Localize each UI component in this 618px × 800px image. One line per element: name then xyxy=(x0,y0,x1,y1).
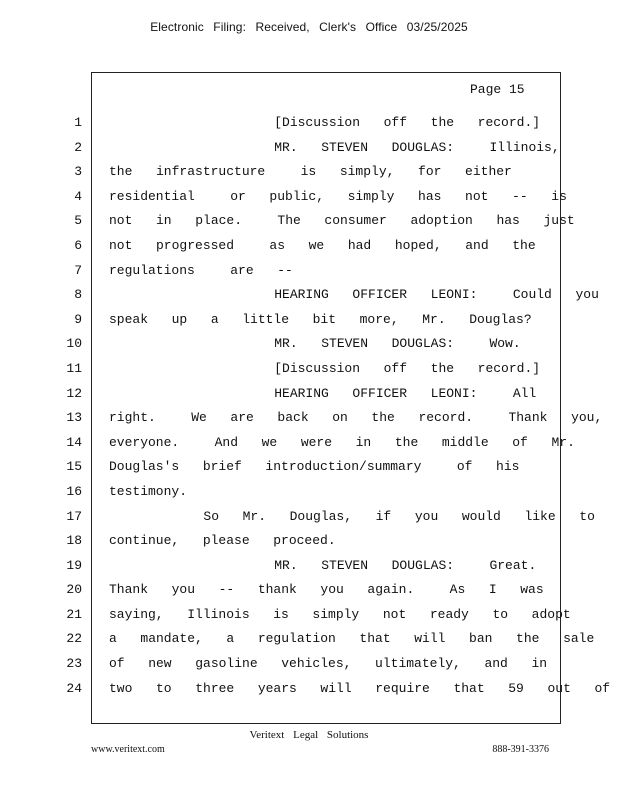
footer-company: Veritext Legal Solutions xyxy=(249,729,369,741)
transcript-line: right. We are back on the record. Thank you, xyxy=(109,410,603,426)
line-number: 12 xyxy=(66,385,82,401)
line-number: 19 xyxy=(66,557,82,573)
line-number: 24 xyxy=(66,680,82,696)
transcript-line: residential or public, simply has not -- is xyxy=(109,188,567,204)
transcript-text xyxy=(109,113,611,703)
line-number: 20 xyxy=(66,582,82,598)
transcript-line: regulations are -- xyxy=(109,262,293,278)
line-number: 11 xyxy=(66,360,82,376)
transcript-line: So Mr. Douglas, if you would like to xyxy=(109,508,595,524)
line-number: 17 xyxy=(66,508,82,524)
line-number: 1 xyxy=(74,115,82,130)
line-number: 5 xyxy=(74,213,82,229)
transcript-line: Thank you -- thank you again. As I was xyxy=(109,582,544,598)
line-number: 21 xyxy=(66,606,82,622)
transcript-line: [Discussion off the record.] xyxy=(109,360,541,376)
line-number: 15 xyxy=(66,459,82,475)
transcript-line: HEARING OFFICER LEONI: Could you xyxy=(109,287,599,303)
transcript-line: [Discussion off the record.] xyxy=(109,115,541,130)
transcript-line: not progressed as we had hoped, and the xyxy=(109,237,536,253)
line-number: 23 xyxy=(66,656,82,672)
line-number: 13 xyxy=(66,410,82,426)
line-number: 3 xyxy=(74,164,82,180)
transcript-line: continue, please proceed. xyxy=(109,533,336,549)
transcript-line: Douglas's brief introduction/summary of his xyxy=(109,459,520,475)
line-number-column xyxy=(52,113,82,703)
transcript-line: of new gasoline vehicles, ultimately, and in xyxy=(109,656,548,672)
line-number: 9 xyxy=(74,311,82,327)
line-number: 22 xyxy=(66,631,82,647)
page-number: Page 15 xyxy=(470,82,525,97)
line-number: 14 xyxy=(66,434,82,450)
footer-website: www.veritext.com xyxy=(91,744,165,755)
line-number: 10 xyxy=(66,336,82,352)
transcript-line: two to three years will require that 59 out of xyxy=(109,680,611,696)
line-number: 16 xyxy=(66,483,82,499)
filing-stamp-header: Electronic Filing: Received, Clerk's Office 03/25/2025 xyxy=(150,20,468,34)
transcript-line: everyone. And we were in the middle of Mr. xyxy=(109,434,575,450)
line-number: 4 xyxy=(74,188,82,204)
transcript-line: not in place. The consumer adoption has just xyxy=(109,213,575,229)
transcript-line: MR. STEVEN DOUGLAS: Great. xyxy=(109,557,537,573)
line-number: 8 xyxy=(74,287,82,303)
transcript-line: MR. STEVEN DOUGLAS: Illinois, xyxy=(109,139,560,155)
transcript-line: saying, Illinois is simply not ready to adopt xyxy=(109,606,571,622)
line-number: 7 xyxy=(74,262,82,278)
transcript-line: testimony. xyxy=(109,483,188,499)
transcript-line: HEARING OFFICER LEONI: All xyxy=(109,385,537,401)
transcript-line: the infrastructure is simply, for either xyxy=(109,164,512,180)
transcript-line: a mandate, a regulation that will ban the sale xyxy=(109,631,595,647)
transcript-line: MR. STEVEN DOUGLAS: Wow. xyxy=(109,336,521,352)
footer-phone: 888-391-3376 xyxy=(492,744,549,755)
line-number: 18 xyxy=(66,533,82,549)
line-number: 6 xyxy=(74,237,82,253)
transcript-line: speak up a little bit more, Mr. Douglas? xyxy=(109,311,532,327)
line-number: 2 xyxy=(74,139,82,155)
